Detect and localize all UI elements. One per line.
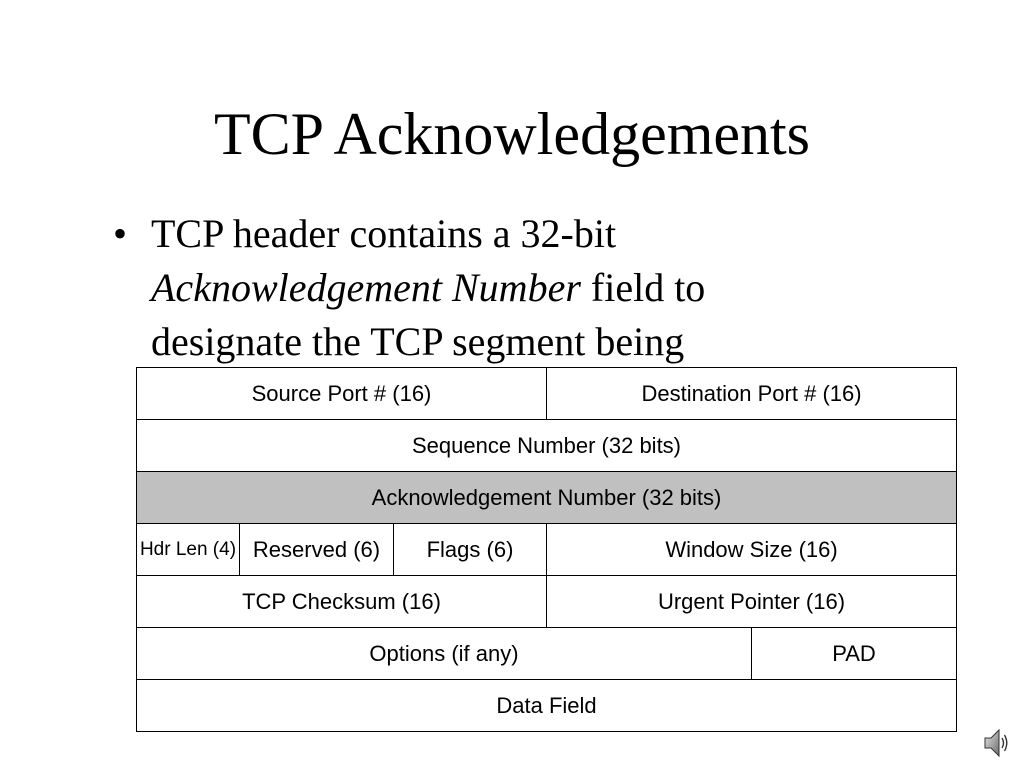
bullet-text-line3: designate the TCP segment being: [151, 319, 685, 364]
speaker-icon[interactable]: [982, 726, 1010, 760]
pad-field: PAD: [752, 628, 957, 680]
bullet-text-line1: TCP header contains a 32-bit: [151, 211, 617, 256]
reserved-field: Reserved (6): [240, 524, 394, 576]
destination-port-field: Destination Port # (16): [547, 368, 957, 420]
hdr-len-field: Hdr Len (4): [137, 524, 240, 576]
tcp-header-row: [137, 576, 957, 628]
acknowledgement-number-field: Acknowledgement Number (32 bits): [137, 472, 957, 524]
tcp-header-row: [137, 420, 957, 472]
tcp-header-row: [137, 368, 957, 420]
bullet-text-line2-rest: field to: [590, 265, 706, 310]
sequence-number-field: Sequence Number (32 bits): [137, 420, 957, 472]
source-port-field: Source Port # (16): [137, 368, 547, 420]
options-field: Options (if any): [137, 628, 752, 680]
urgent-pointer-field: Urgent Pointer (16): [547, 576, 957, 628]
tcp-checksum-field: TCP Checksum (16): [137, 576, 547, 628]
tcp-header-row: [137, 680, 957, 732]
bullet-text-italic: Acknowledgement Number: [151, 265, 581, 310]
slide-title: TCP Acknowledgements: [213, 101, 811, 167]
data-field: Data Field: [137, 680, 957, 732]
tcp-header-diagram: [136, 367, 957, 732]
bullet-text: [151, 207, 831, 369]
bullet-marker: •: [113, 211, 128, 256]
tcp-header-row: [137, 524, 957, 576]
tcp-header-row: [137, 472, 957, 524]
tcp-header-row: [137, 628, 957, 680]
window-size-field: Window Size (16): [547, 524, 957, 576]
flags-field: Flags (6): [394, 524, 547, 576]
